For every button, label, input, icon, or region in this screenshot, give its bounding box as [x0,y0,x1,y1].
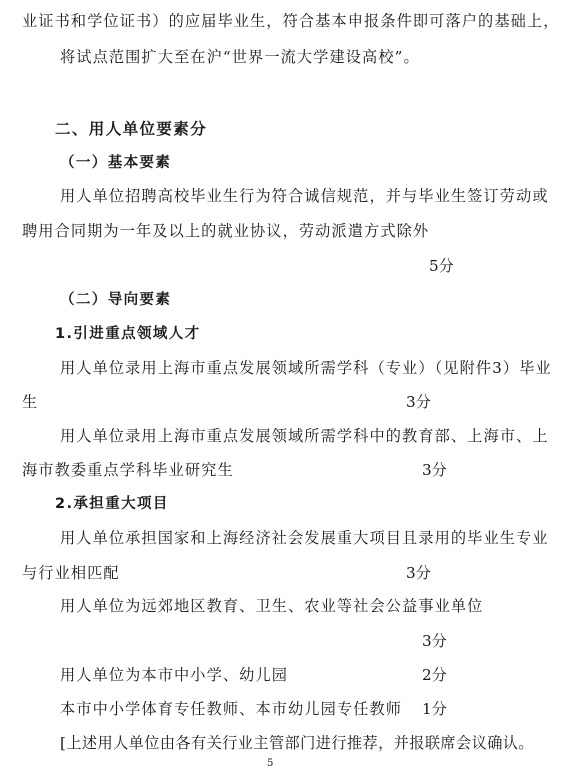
item-2-d-line-1: 本市中小学体育专任教师、本市幼儿园专任教师 [60,700,403,718]
guide-heading: （二）导向要素 [60,292,172,308]
basic-text-line-1: 用人单位招聘高校毕业生行为符合诚信规范，并与毕业生签订劳动或 [60,187,549,205]
basic-heading: （一）基本要素 [60,155,172,171]
item-2-a-score: 3分 [406,564,431,582]
item-1-a-score: 3分 [406,393,431,411]
section-title: 二、用人单位要素分 [55,120,208,138]
intro-line-1: 业证书和学位证书）的应届毕业生，符合基本申报条件即可落户的基础上， [22,12,560,30]
item-1-a-line-2: 生 [22,393,39,411]
item-2-d-score: 1分 [422,700,447,718]
item-1-a-line-1: 用人单位录用上海市重点发展领域所需学科（专业）（见附件3）毕业 [60,359,552,377]
item-1-b-score: 3分 [422,461,447,479]
item-1-title: 1.引进重点领域人才 [55,326,201,342]
item-1-b-line-2: 海市教委重点学科毕业研究生 [22,461,234,479]
recommendation-note: [上述用人单位由各有关行业主管部门进行推荐，并报联席会议确认。 [60,734,534,752]
intro-line-2: 将试点范围扩大至在沪“世界一流大学建设高校”。 [60,48,420,66]
item-2-c-score: 2分 [422,666,447,684]
item-2-title: 2.承担重大项目 [55,496,169,512]
item-1-b-line-1: 用人单位录用上海市重点发展领域所需学科中的教育部、上海市、上 [60,427,549,445]
basic-score: 5分 [429,257,454,275]
item-2-a-line-2: 与行业相匹配 [22,564,120,582]
item-2-c-line-1: 用人单位为本市中小学、幼儿园 [60,666,289,684]
page-number: 5 [267,758,274,769]
item-2-b-score: 3分 [422,632,447,650]
item-2-b-line-1: 用人单位为远郊地区教育、卫生、农业等社会公益事业单位 [60,597,484,615]
item-2-a-line-1: 用人单位承担国家和上海经济社会发展重大项目且录用的毕业生专业 [60,529,549,547]
basic-text-line-2: 聘用合同期为一年及以上的就业协议，劳动派遣方式除外 [22,222,430,240]
